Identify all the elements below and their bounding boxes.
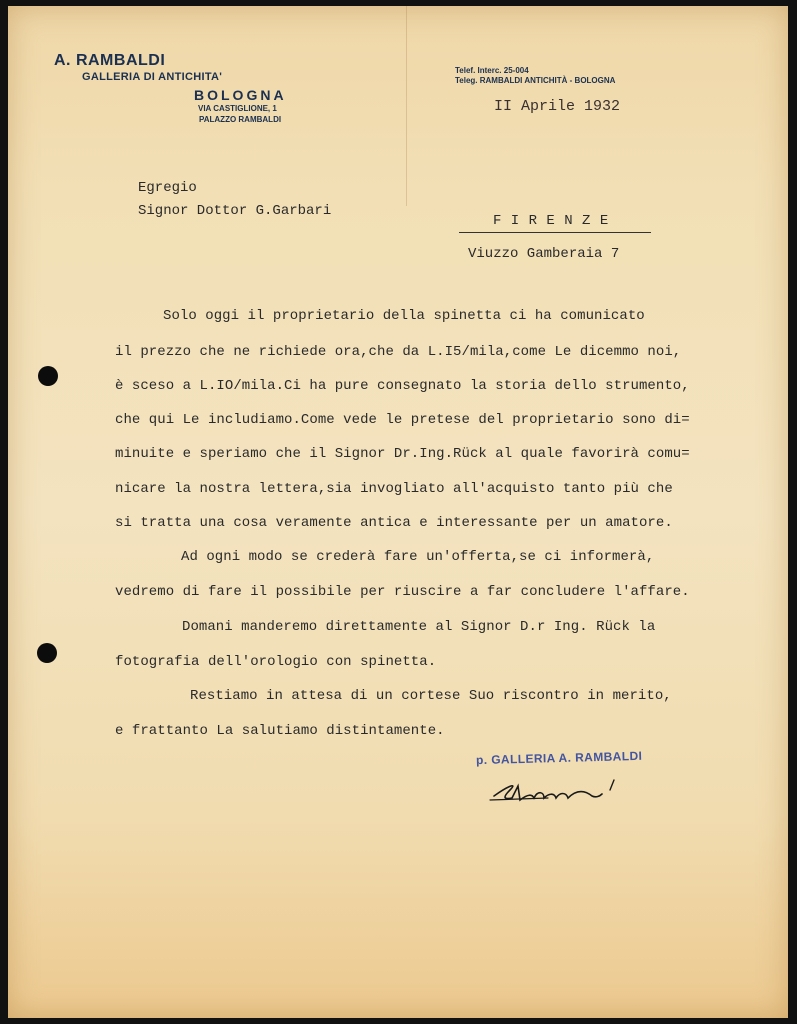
body-line: Restiamo in attesa di un cortese Suo riscontro in merito, — [190, 688, 672, 704]
letterhead-city: BOLOGNA — [194, 87, 287, 103]
punch-hole-top — [38, 366, 58, 386]
handwritten-signature — [488, 776, 628, 808]
body-line: si tratta una cosa veramente antica e interessante per un amatore. — [115, 515, 673, 531]
body-line: Domani manderemo direttamente al Signor D.r Ing. Rück la — [182, 619, 656, 635]
body-line: minuite e speriamo che il Signor Dr.Ing.Rück al quale favorirà comu= — [115, 446, 690, 462]
letterhead-gallery: GALLERIA DI ANTICHITA' — [82, 71, 223, 83]
body-line: vedremo di fare il possibile per riuscire a far concludere l'affare. — [115, 584, 690, 600]
letter-date: II Aprile 1932 — [494, 98, 621, 115]
body-line: nicare la nostra lettera,sia invogliato all'acquisto tanto più che — [115, 481, 673, 497]
recipient-city: F I R E N Z E — [493, 213, 609, 229]
company-stamp: p. GALLERIA A. RAMBALDI — [475, 748, 643, 768]
letterhead-palazzo: PALAZZO RAMBALDI — [199, 115, 282, 124]
city-underline — [459, 232, 651, 233]
letter-page — [8, 6, 788, 1018]
body-line: Solo oggi il proprietario della spinetta ci ha comunicato — [163, 308, 645, 324]
letterhead-name: A. RAMBALDI — [54, 52, 166, 69]
letterhead-telegraph: Teleg. RAMBALDI ANTICHITÀ - BOLOGNA — [455, 76, 616, 85]
recipient-street: Viuzzo Gamberaia 7 — [468, 246, 620, 262]
punch-hole-bottom — [37, 643, 57, 663]
body-line: il prezzo che ne richiede ora,che da L.I5/mila,come Le dicemmo noi, — [115, 344, 682, 360]
body-line: che qui Le includiamo.Come vede le pretese del proprietario sono di= — [115, 412, 690, 428]
body-line: e frattanto La salutiamo distintamente. — [115, 723, 445, 739]
recipient-name: Signor Dottor G.Garbari — [138, 203, 332, 219]
body-line: è sceso a L.IO/mila.Ci ha pure consegnato la storia dello strumento, — [115, 378, 690, 394]
letterhead-address: VIA CASTIGLIONE, 1 — [198, 104, 277, 113]
body-line: fotografia dell'orologio con spinetta. — [115, 654, 437, 670]
salutation: Egregio — [138, 180, 197, 196]
body-line: Ad ogni modo se crederà fare un'offerta,se ci informerà, — [181, 549, 655, 565]
paper-fold — [406, 6, 407, 206]
letterhead-phone: Telef. Interc. 25-004 — [455, 66, 529, 75]
